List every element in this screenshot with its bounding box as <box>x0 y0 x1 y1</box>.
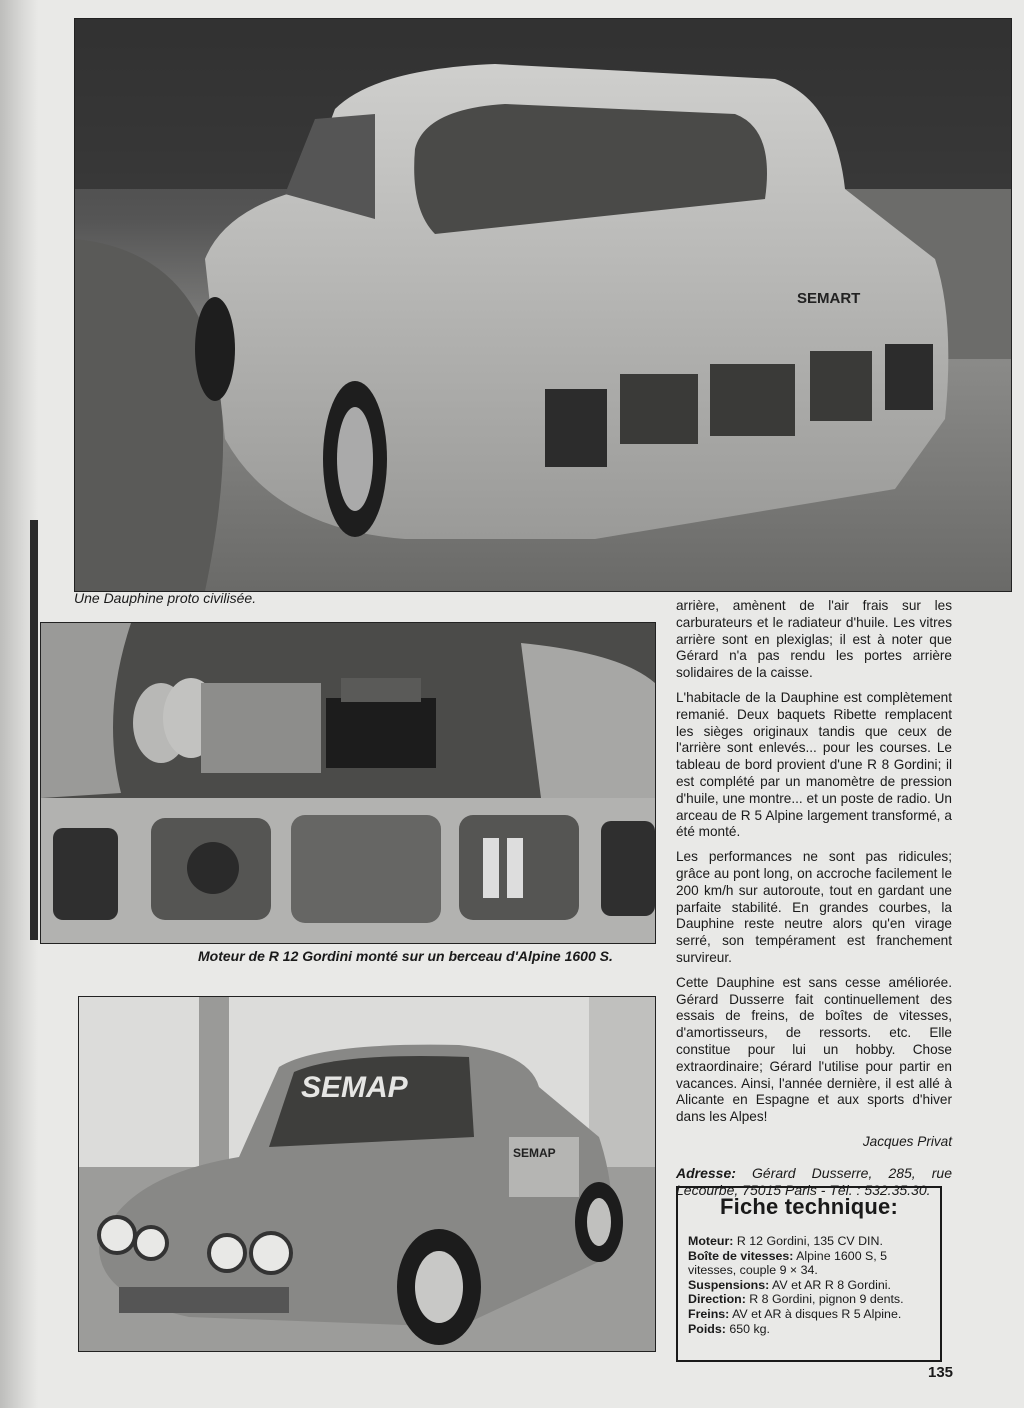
article-paragraph-2: L'habitacle de la Dauphine est complètement remanié. Deux baquets Ribette remplacent les sièges originaux tandis que ceux de l'arrière sont enlevés... pour les courses. Le tableau de bord provient d'une R 8 Gordini; il est complété par un manomètre de pression d'huile, une montre... et un poste de radio. Un arceau de R 5 Alpine largement transformé, a été monté. <box>676 689 952 840</box>
spec-value: AV et AR à disques R 5 Alpine. <box>732 1306 902 1321</box>
spec-value: AV et AR R 8 Gordini. <box>772 1277 891 1292</box>
article-paragraph-1: arrière, amènent de l'air frais sur les carburateurs et le radiateur d'huile. Les vitres arrière sont en plexiglas; il est à noter que Gérard n'a pas rendu les portes arrière solidaires de la caisse. <box>676 598 952 681</box>
caption-middle: Moteur de R 12 Gordini monté sur un berceau d'Alpine 1600 S. <box>198 948 613 964</box>
spec-key: Poids: <box>688 1321 726 1336</box>
address-text: Gérard Dusserre, 285, rue Lecourbe, 75015 Paris - Tél. : 532.35.30. <box>676 1164 953 1198</box>
spec-value: 650 kg. <box>729 1321 770 1336</box>
spec-value: R 8 Gordini, pignon 9 dents. <box>749 1292 904 1307</box>
spec-value: Alpine 1600 S, 5 vitesses, couple 9 × 34. <box>688 1248 888 1278</box>
rear-badge: SEMART <box>797 290 861 307</box>
article-column <box>676 598 952 1199</box>
spec-row <box>688 1249 930 1278</box>
article-paragraph-4: Cette Dauphine est sans cesse améliorée. Gérard Dusserre fait continuellement des essais de freins, de boîtes de vitesses, d'amortisseurs, de ressorts. etc. Elle constitue pour lui un hobby. Chose extraordinaire; Gérard l'utilise pour partir en vacances. Ainsi, l'année dernière, il est allé à Alicante en Espagne et aux sports d'hiver dans les Alpes! <box>676 974 952 1125</box>
spec-key: Suspensions: <box>688 1277 770 1292</box>
fiche-title: Fiche technique: <box>720 1194 898 1219</box>
binding-shadow <box>0 0 38 1408</box>
spec-key: Freins: <box>688 1306 730 1321</box>
page-number: 135 <box>928 1364 954 1381</box>
spec-key: Boîte de vitesses: <box>688 1248 794 1263</box>
fiche-technique-box <box>676 1186 942 1362</box>
door-sticker: SEMAP <box>513 1146 556 1160</box>
spec-key: Moteur: <box>688 1234 734 1248</box>
article-paragraph-3: Les performances ne sont pas ridicules; grâce au pont long, on accroche facilement le 200 km/h sur autoroute, tout en gardant une parfaite stabilité. En grandes courbes, la Dauphine reste neutre alors qu'en virage serré, son tempérament est franchement survireur. <box>676 849 952 965</box>
spec-row <box>688 1278 930 1293</box>
caption-top: Une Dauphine proto civilisée. <box>74 590 257 606</box>
spec-row <box>688 1292 930 1307</box>
author-signature: Jacques Privat <box>862 1133 952 1149</box>
spec-row <box>688 1322 930 1337</box>
spec-row <box>688 1307 930 1322</box>
spec-value: R 12 Gordini, 135 CV DIN. <box>736 1234 883 1248</box>
photo-dauphine-front <box>78 996 656 1352</box>
spec-row <box>688 1234 930 1249</box>
spec-key: Direction: <box>688 1292 746 1307</box>
photo-engine-bay <box>40 622 656 944</box>
address-label: Adresse: <box>676 1164 736 1181</box>
photo-dauphine-rear <box>74 18 1012 592</box>
windshield-banner: SEMAP <box>301 1071 408 1104</box>
